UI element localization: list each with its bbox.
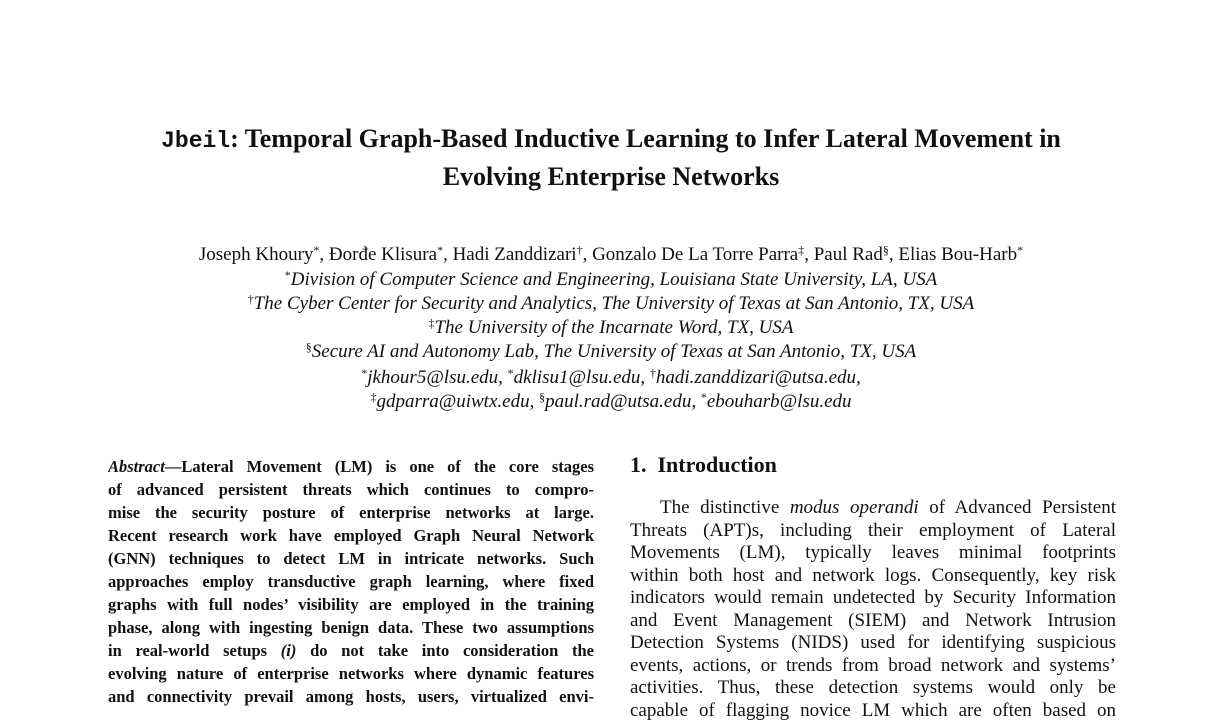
affiliation-text: The University of the Incarnate Word, TX, USA [434,317,793,338]
author-name: Gonzalo De La Torre Parra [592,244,798,265]
body-line: Movements (LM), typically leaves minimal footprints [630,542,1116,565]
author-name: Paul Rad [814,244,883,265]
author-mark: * [437,243,443,257]
author-name: Elias Bou-Harb [898,244,1017,265]
author-name: Hadi Zanddizari [453,244,577,265]
body-line: events, actions, or trends from broad network and systems’ [630,655,1116,678]
title-line-1 [0,121,1222,159]
section-number: 1. [630,452,647,477]
email-address: jkhour5@lsu.edu, [367,367,507,388]
email-mark: § [539,390,545,404]
email-mark: * [361,366,367,380]
body-line: The distinctive modus operandi of Advanced Persistent [630,497,1116,520]
title-text-1: : Temporal Graph-Based Inductive Learning to Infer Lateral Movement in [230,124,1061,153]
body-line: and Event Management (SIEM) and Network Intrusion [630,610,1116,633]
email-address: hadi.zanddizari@utsa.edu, [656,367,861,388]
affiliation-mark: § [306,340,312,354]
abstract-line: Recent research work have employed Graph Neural Network [108,524,594,547]
abstract-line: (GNN) techniques to detect LM in intricate networks. Such [108,547,594,570]
title-code-name: Jbeil [161,128,230,154]
email-line [0,390,1222,414]
author-list: Joseph Khoury*, Đorđe Klisura*, Hadi Zanddizari†, Gonzalo De La Torre Parra‡, Paul Rad§, Elias Bou-Harb* [0,243,1222,267]
abstract-line: in real-world setups (i) do not take into consideration the [108,639,594,662]
affiliation-line [0,316,1222,340]
abstract [108,455,594,708]
abstract-line: phase, along with ingesting benign data. These two assumptions [108,616,594,639]
affiliation-mark: † [248,292,254,306]
abstract-line: graphs with full nodes’ visibility are employed in the training [108,593,594,616]
author-mark: § [883,243,889,257]
body-line: Threats (APT)s, including their employment of Lateral [630,520,1116,543]
affiliation-text: The Cyber Center for Security and Analytics, The University of Texas at San Antonio, TX, USA [254,293,975,314]
author-name: Joseph Khoury [199,244,314,265]
author-mark: * [1017,243,1023,257]
abstract-line: approaches employ transductive graph learning, where fixed [108,570,594,593]
abstract-label: Abstract [108,457,165,476]
body-line: activities. Thus, these detection systems would only be [630,677,1116,700]
affiliation-text: Secure AI and Autonomy Lab, The University of Texas at San Antonio, TX, USA [312,341,916,362]
email-mark: † [650,366,656,380]
abstract-line: of advanced persistent threats which continues to compro- [108,478,594,501]
author-mark: ‡ [798,243,804,257]
affiliation-mark: * [285,268,291,282]
affiliation-text: Division of Computer Science and Engineering, Louisiana State University, LA, USA [291,269,937,290]
email-mark: * [701,390,707,404]
email-address: paul.rad@utsa.edu, [545,391,701,412]
email-address: ebouharb@lsu.edu [707,391,852,412]
section-title: Introduction [658,452,777,477]
affiliation-line [0,340,1222,364]
section-heading [630,450,777,480]
body-line: indicators would remain undetected by Security Information [630,587,1116,610]
abstract-line: and connectivity prevail among hosts, users, virtualized envi- [108,685,594,708]
body-line: capable of flagging novice LM which are often based on [630,700,1116,722]
abstract-line: evolving nature of enterprise networks where dynamic features [108,662,594,685]
introduction-body [630,497,1116,722]
affiliation-line [0,268,1222,292]
affiliation-line [0,292,1222,316]
paper-title [0,121,1222,194]
italic-term: (i) [281,641,297,660]
email-line [0,366,1222,390]
email-address: gdparra@uiwtx.edu, [376,391,539,412]
italic-term: modus operandi [790,497,919,518]
author-mark: † [577,243,583,257]
email-mark: ‡ [370,390,376,404]
author-name: Đorđe Klisura [329,244,437,265]
affiliation-mark: ‡ [428,316,434,330]
abstract-line: Abstract—Lateral Movement (LM) is one of the core stages [108,455,594,478]
title-line-2: Evolving Enterprise Networks [0,159,1222,194]
abstract-line: mise the security posture of enterprise networks at large. [108,501,594,524]
body-line: within both host and network logs. Consequently, key risk [630,565,1116,588]
author-mark: * [313,243,319,257]
body-line: Detection Systems (NIDS) used for identifying suspicious [630,632,1116,655]
email-address: dklisu1@lsu.edu, [514,367,650,388]
email-mark: * [508,366,514,380]
